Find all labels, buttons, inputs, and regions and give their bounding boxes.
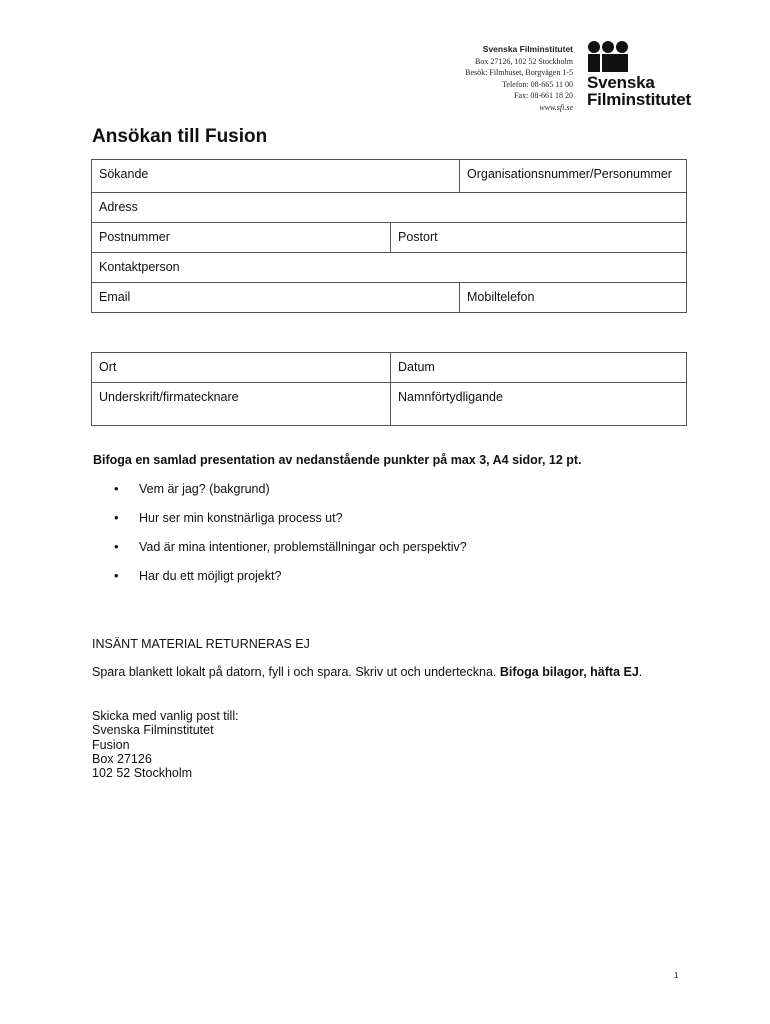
underskrift-field[interactable]: Underskrift/firmatecknare bbox=[99, 390, 239, 404]
save-note: Spara blankett lokalt på datorn, fyll i och spara. Skriv ut och underteckna. Bifoga bilagor, häfta EJ. bbox=[92, 665, 643, 679]
email-field[interactable]: Email bbox=[99, 290, 131, 304]
ort-field[interactable]: Ort bbox=[99, 360, 117, 374]
sender-address bbox=[465, 44, 573, 114]
address-line: Besök: Filmhuset, Borgvägen 1-5 bbox=[465, 68, 573, 78]
page-number: 1 bbox=[674, 971, 679, 980]
postort-field[interactable]: Postort bbox=[390, 223, 686, 252]
page-title: Ansökan till Fusion bbox=[92, 126, 268, 147]
fax-line: Fax: 08-661 18 20 bbox=[514, 91, 573, 101]
namnfortydligande-field[interactable]: Namnförtydligande bbox=[390, 383, 686, 425]
address-line: Box 27126, 102 52 Stockholm bbox=[474, 56, 573, 66]
sfi-logo bbox=[587, 41, 702, 111]
datum-field[interactable]: Datum bbox=[390, 353, 686, 382]
applicant-form bbox=[91, 159, 687, 313]
mail-address: Skicka med vanlig post till: Svenska Filminstitutet Fusion Box 27126 102 52 Stockholm bbox=[92, 709, 239, 781]
phone-line: Telefon: 08-665 11 00 bbox=[502, 79, 573, 89]
organization-name: Svenska Filminstitutet bbox=[482, 44, 573, 54]
list-item: • Vem är jag? (bakgrund) bbox=[93, 482, 467, 511]
list-item: • Har du ett möjligt projekt? bbox=[93, 569, 467, 598]
logo-wordmark: Svenska Filminstitutet bbox=[587, 73, 691, 109]
notice-text: INSÄNT MATERIAL RETURNERAS EJ bbox=[92, 637, 310, 651]
website-link[interactable]: www.sfi.se bbox=[539, 102, 573, 112]
adress-field[interactable]: Adress bbox=[99, 200, 138, 214]
sokande-field[interactable]: Sökande bbox=[99, 167, 149, 181]
org-nummer-field[interactable]: Organisationsnummer/Personummer bbox=[459, 160, 686, 192]
mobiltelefon-field[interactable]: Mobiltelefon bbox=[459, 283, 686, 312]
postnummer-field[interactable]: Postnummer bbox=[99, 230, 170, 244]
signature-form bbox=[91, 352, 687, 426]
instructions-list bbox=[93, 482, 467, 598]
instructions-intro: Bifoga en samlad presentation av nedanstående punkter på max 3, A4 sidor, 12 pt. bbox=[93, 453, 582, 467]
list-item: • Hur ser min konstnärliga process ut? bbox=[93, 511, 467, 540]
kontaktperson-field[interactable]: Kontaktperson bbox=[99, 260, 180, 274]
list-item: • Vad är mina intentioner, problemställningar och perspektiv? bbox=[93, 540, 467, 569]
